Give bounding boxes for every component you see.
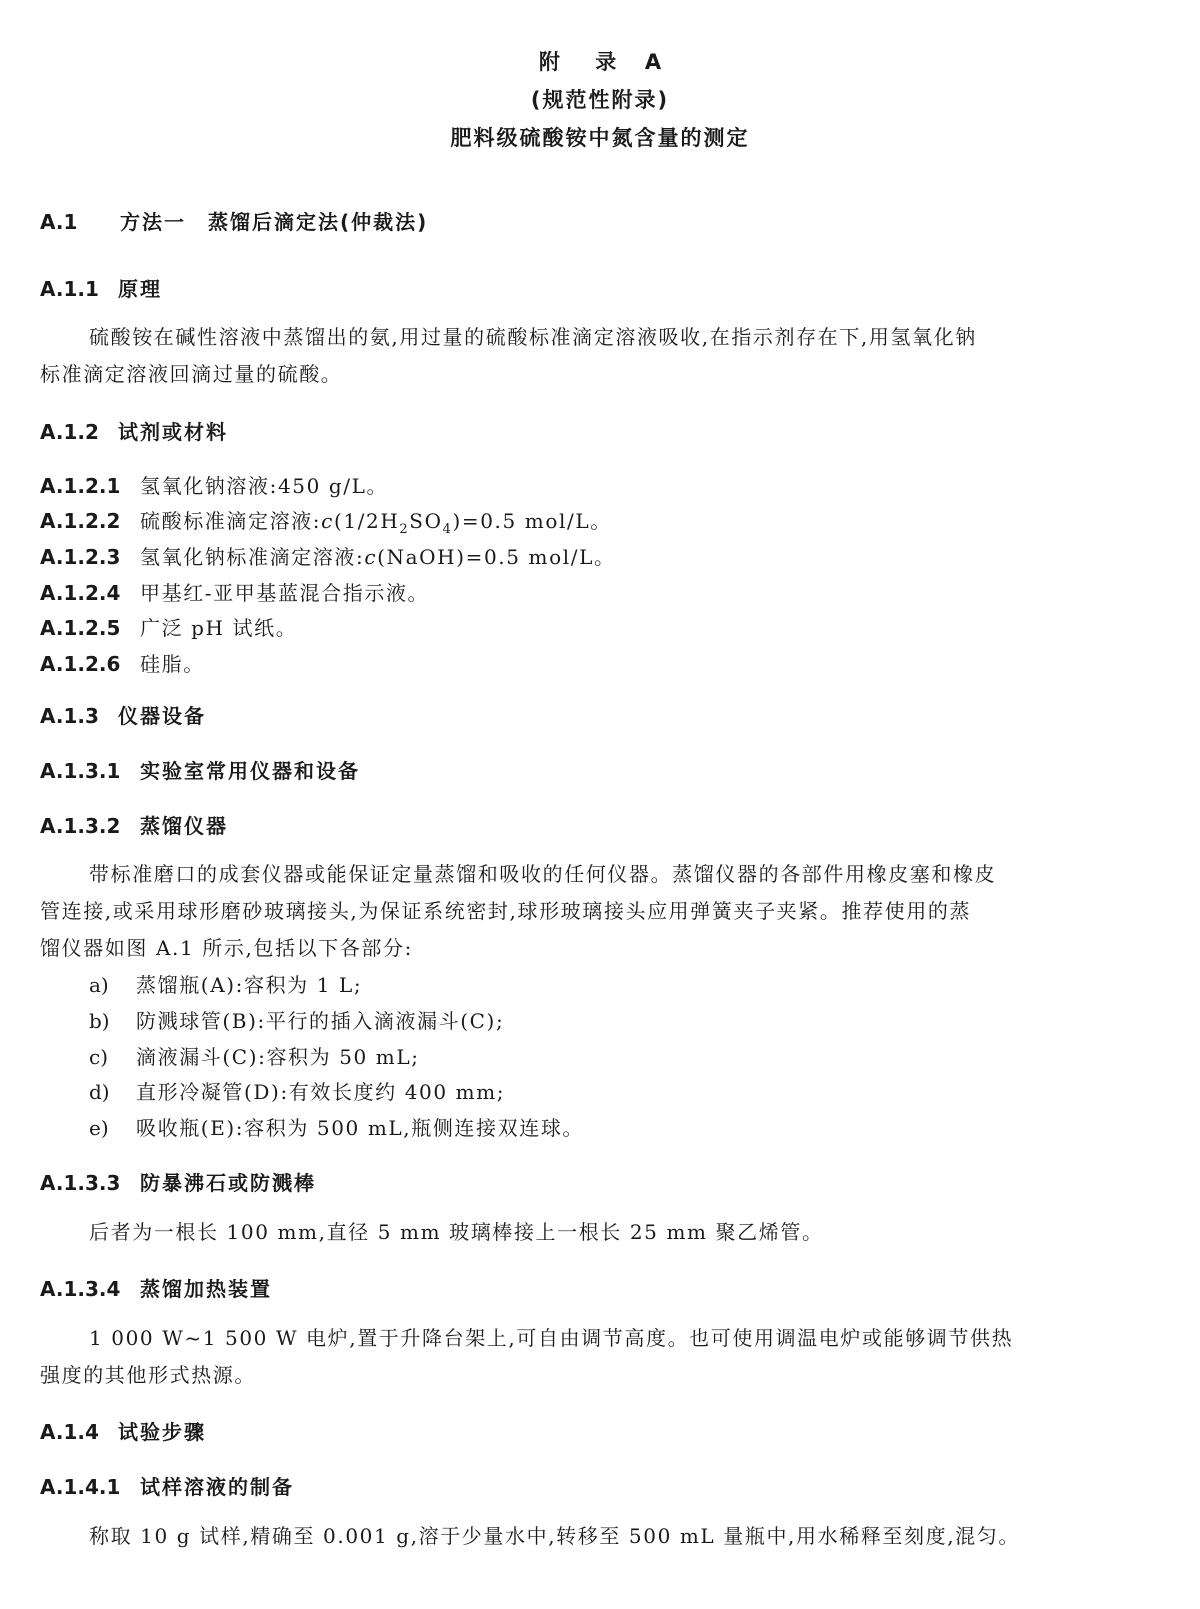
reagent-item: A.1.2.5 广泛 pH 试纸。 (40, 616, 298, 640)
paragraph: 带标准磨口的成套仪器或能保证定量蒸馏和吸收的任何仪器。蒸馏仪器的各部件用橡皮塞和橡皮 管连接,或采用球形磨砂玻璃接头,为保证系统密封,球形玻璃接头应用弹簧夹子夹紧。推荐使用的蒸 馏仪器如图 A.1 所示,包括以下各部分: (40, 862, 997, 960)
list-item: d) 直形冷凝管(D):有效长度约 400 mm; (89, 1080, 506, 1104)
list-item: b) 防溅球管(B):平行的插入滴液漏斗(C); (89, 1009, 505, 1033)
paragraph: 后者为一根长 100 mm,直径 5 mm 玻璃棒接上一根长 25 mm 聚乙烯管。 (89, 1220, 824, 1244)
reagent-item: A.1.2.4 甲基红-亚甲基蓝混合指示液。 (40, 581, 430, 605)
section-heading: A.1.3.2 蒸馏仪器 (40, 814, 228, 838)
section-heading: A.1.3.4 蒸馏加热装置 (40, 1277, 272, 1301)
section-heading: A.1.3 仪器设备 (40, 704, 206, 728)
section-heading: A.1.2 试剂或材料 (40, 420, 228, 444)
section-heading: A.1 方法一 蒸馏后滴定法(仲裁法) (40, 210, 429, 234)
list-item: c) 滴液漏斗(C):容积为 50 mL; (89, 1045, 420, 1069)
section-heading: A.1.4.1 试样溶液的制备 (40, 1475, 294, 1499)
section-heading: A.1.4 试验步骤 (40, 1420, 206, 1444)
reagent-item: A.1.2.6 硅脂。 (40, 652, 205, 676)
paragraph: 1 000 W~1 500 W 电炉,置于升降台架上,可自由调节高度。也可使用调温电炉或能够调节供热 强度的其他形式热源。 (40, 1326, 1014, 1387)
section-heading: A.1.3.1 实验室常用仪器和设备 (40, 759, 360, 783)
appendix-normative: (规范性附录) (530, 88, 670, 112)
section-heading: A.1.3.3 防暴沸石或防溅棒 (40, 1171, 316, 1195)
reagent-item: A.1.2.1 氢氧化钠溶液:450 g/L。 (40, 474, 389, 498)
section-heading: A.1.1 原理 (40, 277, 162, 301)
reagent-item: A.1.2.3 氢氧化钠标准滴定溶液:c(NaOH)=0.5 mol/L。 (40, 545, 616, 569)
paragraph: 硫酸铵在碱性溶液中蒸馏出的氨,用过量的硫酸标准滴定溶液吸收,在指示剂存在下,用氢氧化钠 标准滴定溶液回滴过量的硫酸。 (40, 325, 977, 386)
appendix-title: 肥料级硫酸铵中氮含量的测定 (450, 126, 750, 150)
paragraph: 称取 10 g 试样,精确至 0.001 g,溶于少量水中,转移至 500 mL 量瓶中,用水稀释至刻度,混匀。 (89, 1524, 1020, 1548)
list-item: a) 蒸馏瓶(A):容积为 1 L; (89, 973, 363, 997)
reagent-item: A.1.2.2 硫酸标准滴定溶液$:c(1/2H_2SO_4)=0.5$ mol/L。 (40, 509, 612, 537)
appendix-heading: 附 录 A (538, 50, 662, 74)
list-item: e) 吸收瓶(E):容积为 500 mL,瓶侧连接双连球。 (89, 1116, 585, 1140)
